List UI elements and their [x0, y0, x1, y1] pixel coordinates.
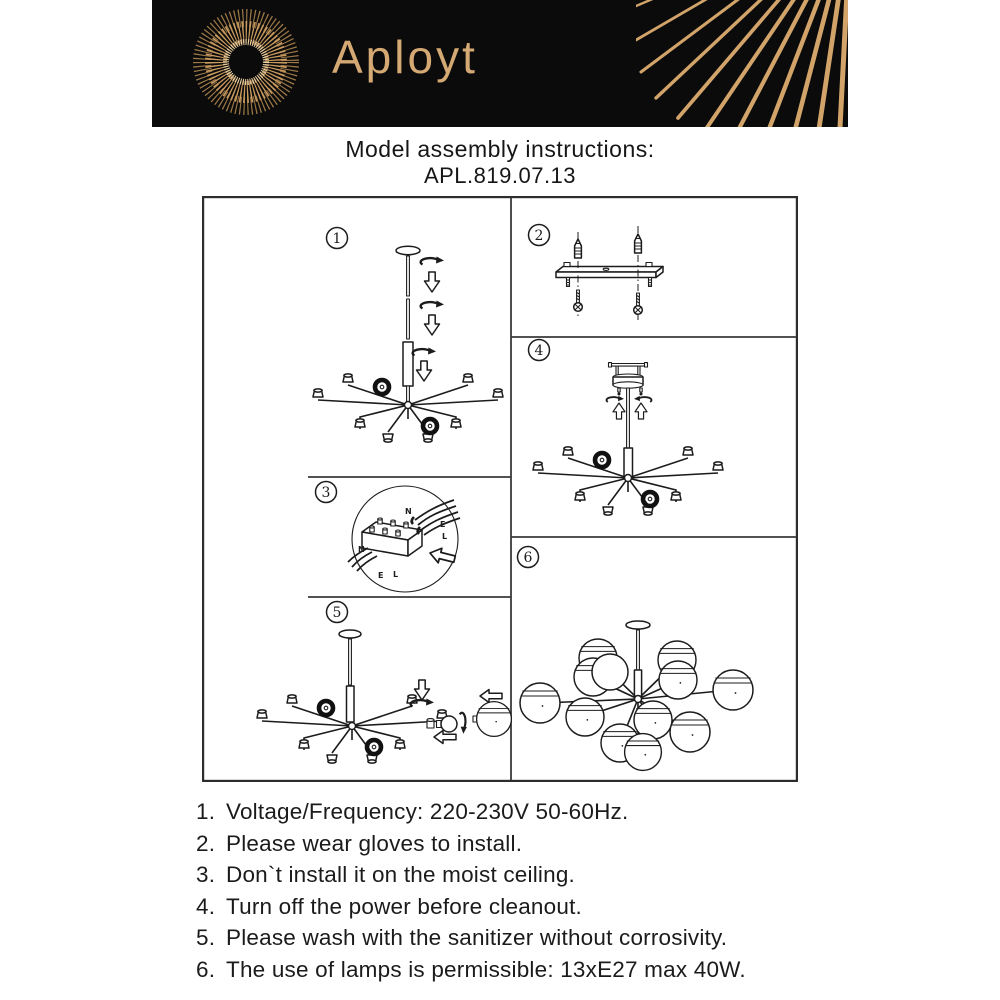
wire-label-e-top: E: [440, 520, 446, 529]
item-text: Don`t install it on the moist ceiling.: [226, 862, 576, 888]
step-1-badge: [327, 228, 348, 249]
step-4-badge: [529, 340, 550, 361]
plain-globe: [592, 654, 628, 690]
item-text: Turn off the power before cleanout.: [226, 893, 582, 919]
assembly-diagram: [202, 196, 798, 782]
item-number: 4.: [196, 893, 216, 919]
rays-decoration-icon: [636, 0, 848, 127]
socket-part: [427, 719, 434, 728]
step-2-drawing: [556, 226, 663, 322]
list-item: [196, 894, 856, 920]
step-6-drawing: [520, 621, 753, 770]
item-number: 6.: [196, 956, 216, 982]
step-5-number: 5: [332, 605, 342, 621]
wire-label-n-top: N: [405, 507, 412, 516]
wire-label-n-bottom: N: [358, 545, 365, 554]
step-4-number: 4: [534, 343, 544, 359]
list-item: [196, 799, 856, 825]
item-number: 5.: [196, 925, 216, 951]
wire-label-l-top: L: [442, 532, 448, 541]
item-text: Voltage/Frequency: 220-230V 50-60Hz.: [226, 799, 629, 824]
item-text: Please wear gloves to install.: [226, 830, 523, 856]
step-5-drawing: [257, 630, 511, 763]
list-item: [196, 925, 856, 951]
step-6-badge: [518, 547, 539, 568]
item-number: 3.: [196, 862, 216, 888]
list-item: [196, 831, 856, 857]
step-3-number: 3: [321, 485, 331, 501]
instructions-list: [196, 799, 856, 989]
wire-label-e-bottom: E: [378, 571, 384, 580]
step-1-drawing: [313, 246, 503, 442]
step-5-badge: [327, 602, 348, 623]
step-3-badge: [316, 482, 337, 503]
wire-label-l-bottom: L: [393, 570, 399, 579]
glass-globe: [473, 702, 511, 737]
item-number: 2.: [196, 830, 216, 856]
list-item: [196, 957, 856, 983]
brand-banner: [152, 0, 848, 127]
step-2-badge: [529, 225, 550, 246]
sunburst-logo-icon: [186, 2, 306, 122]
page-title: Model assembly instructions:: [345, 136, 655, 162]
step-1-number: 1: [332, 231, 342, 247]
item-text: Please wash with the sanitizer without corrosivity.: [226, 925, 728, 951]
step-3-drawing: [348, 486, 460, 592]
step-6-number: 6: [523, 550, 533, 566]
step-2-number: 2: [534, 228, 544, 244]
list-item: [196, 862, 856, 888]
item-text: The use of lamps is permissible: 13xE27 max 40W.: [226, 956, 746, 982]
item-number: 1.: [196, 799, 216, 824]
model-number: APL.819.07.13: [423, 163, 577, 188]
step-4-drawing: [533, 363, 723, 515]
brand-name: Aployt: [332, 31, 478, 83]
